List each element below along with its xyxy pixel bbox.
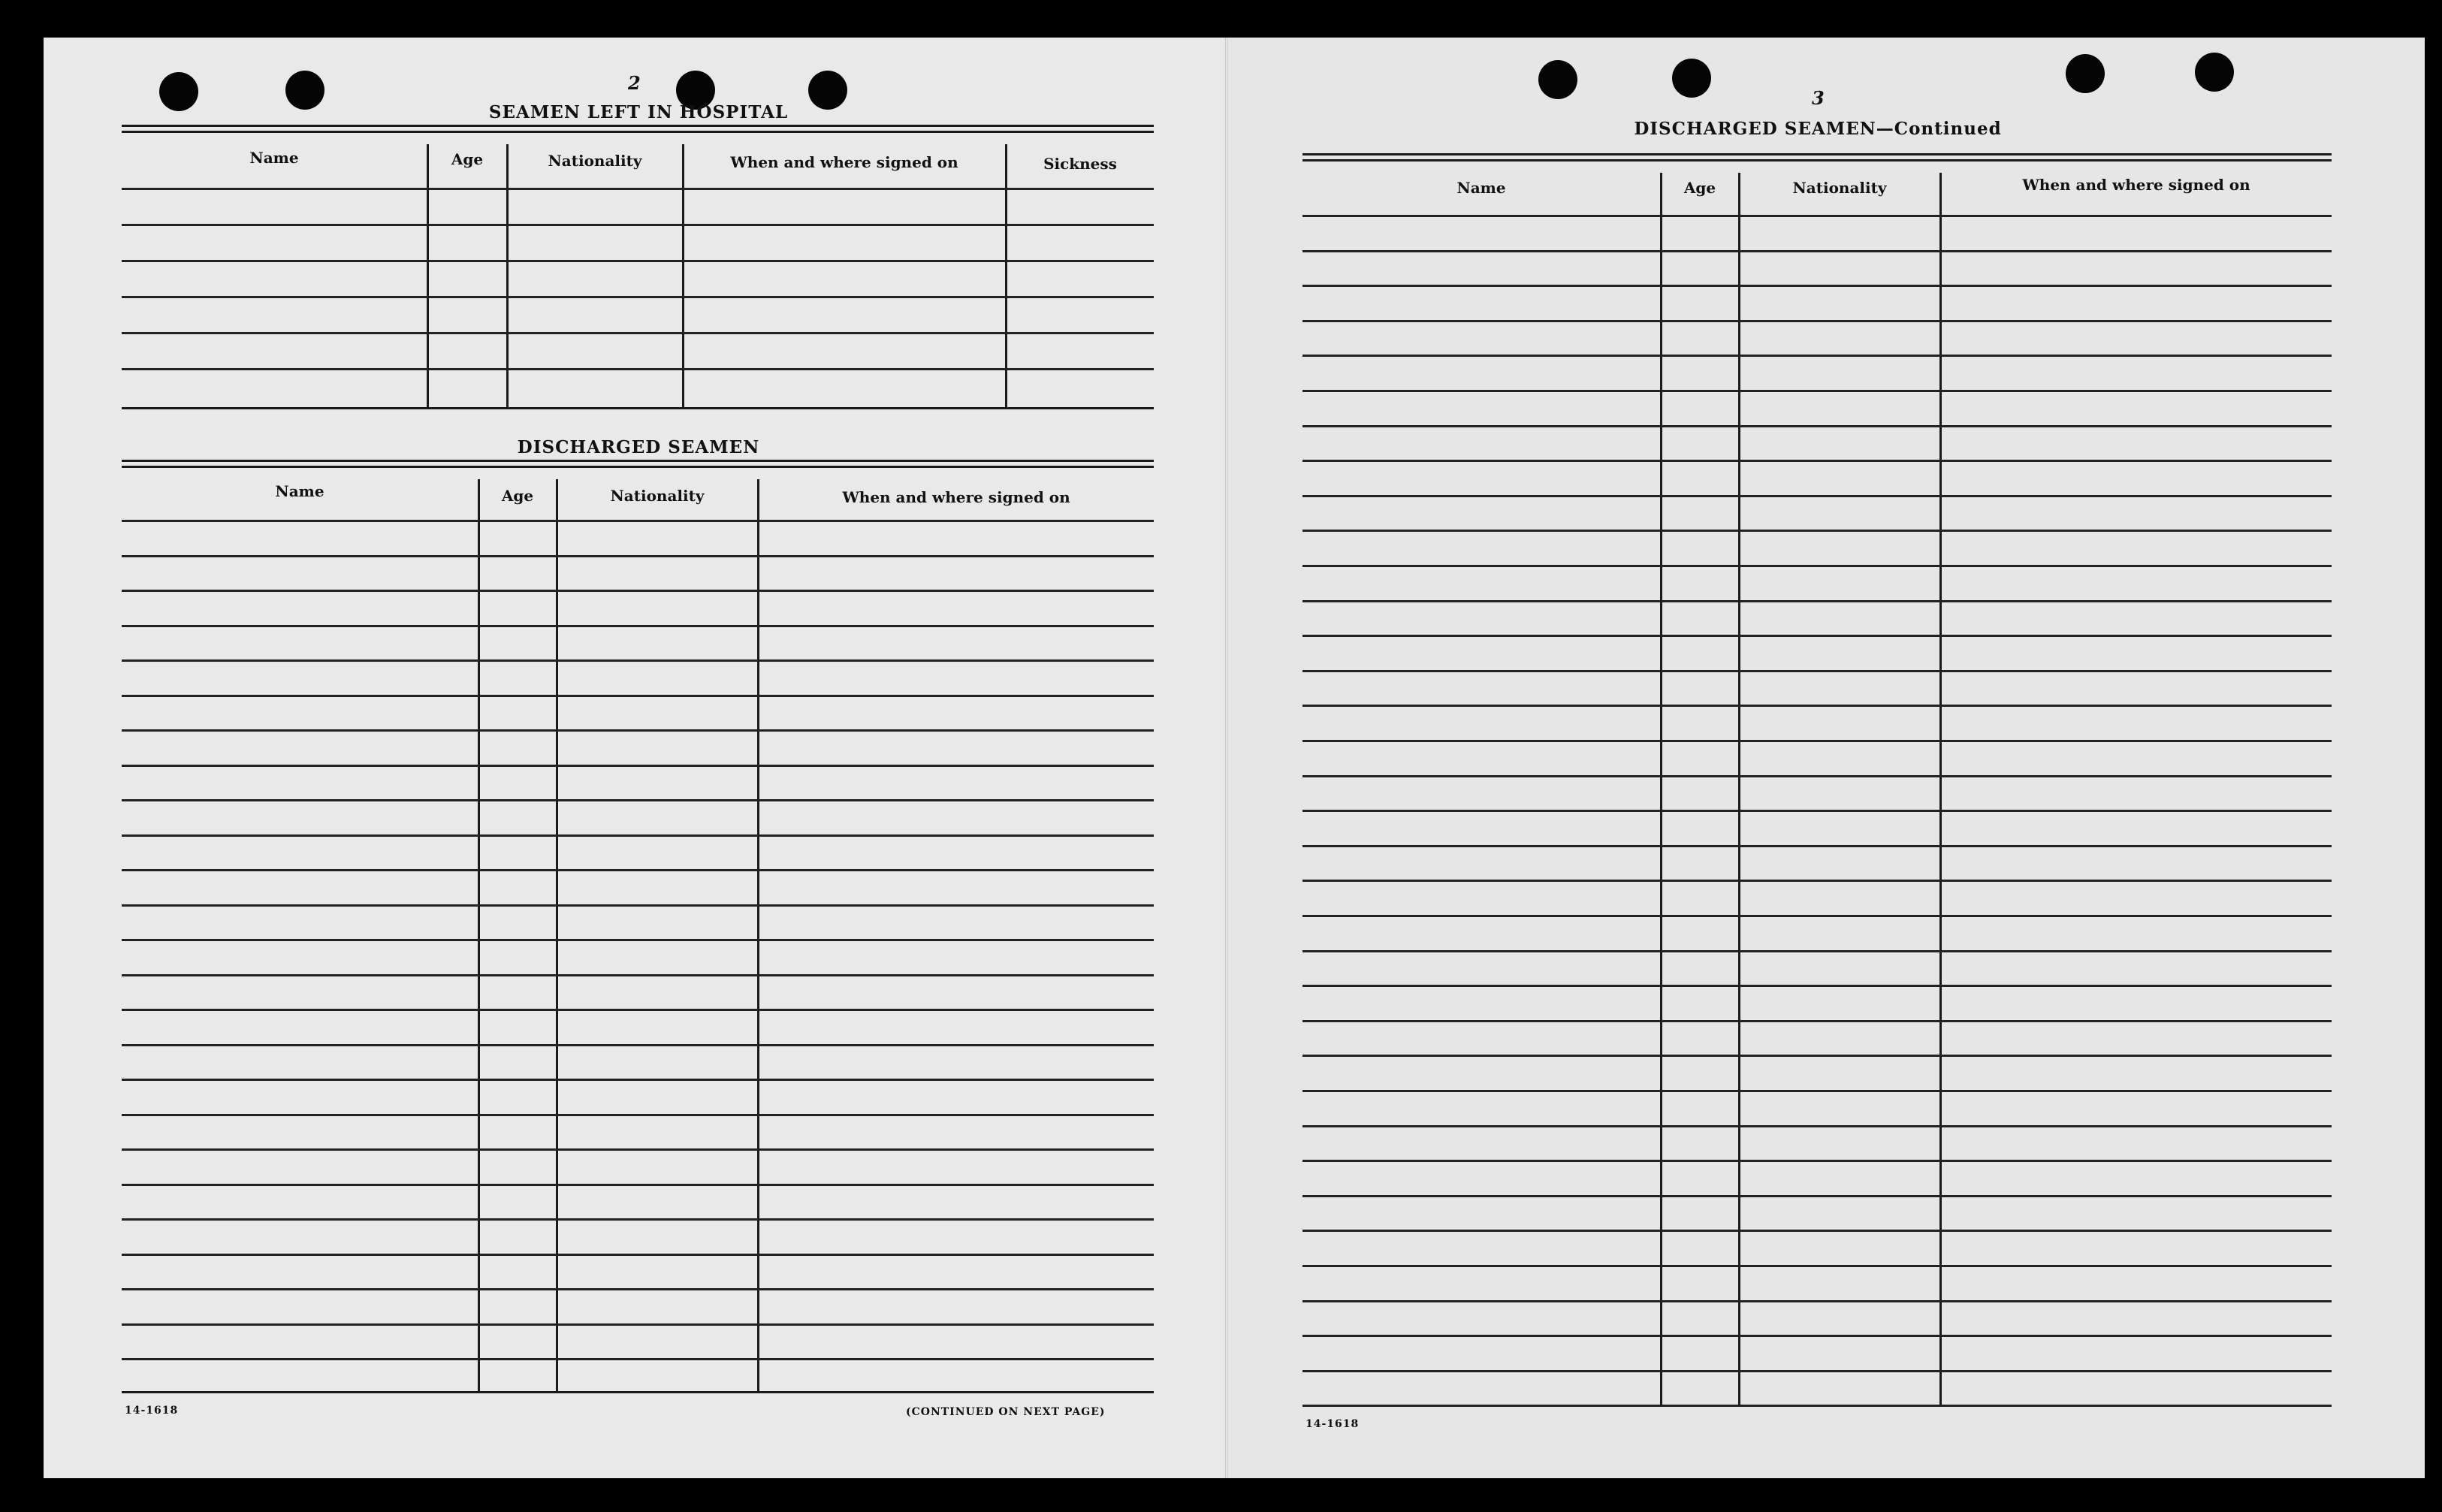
table-row-line: [1303, 635, 2332, 637]
table-row-line: [122, 296, 1154, 298]
table-row-line: [122, 188, 1154, 190]
form-number: 14-1618: [125, 1405, 179, 1417]
table-row-line: [122, 974, 1154, 976]
table-row-line: [122, 904, 1154, 907]
table-row-line: [1303, 1090, 2332, 1092]
table-row-line: [1303, 810, 2332, 812]
table-row-line: [122, 555, 1154, 557]
table-row-line: [122, 799, 1154, 801]
table-row-line: [122, 1254, 1154, 1256]
page-number: 3: [1812, 87, 1825, 109]
table-row-line: [1303, 390, 2332, 392]
table-row-line: [1303, 1370, 2332, 1372]
table-row-line: [1303, 1125, 2332, 1127]
table-row-line: [1303, 285, 2332, 287]
table-row-line: [122, 332, 1154, 334]
table-row-line: [122, 1044, 1154, 1046]
table-row-line: [1303, 460, 2332, 462]
table-row-line: [1303, 1160, 2332, 1162]
table-row-line: [1303, 425, 2332, 427]
table-row-line: [122, 1358, 1154, 1360]
column-header-age: Age: [501, 487, 534, 505]
continued-section-title: DISCHARGED SEAMEN—Continued: [1634, 119, 2002, 139]
table-row-line: [1303, 1405, 2332, 1407]
table-row-line: [1303, 880, 2332, 882]
table-row-line: [122, 368, 1154, 370]
column-header-name: Name: [1456, 179, 1506, 197]
table-row-line: [122, 1148, 1154, 1151]
continued-note: (CONTINUED ON NEXT PAGE): [906, 1406, 1106, 1418]
table-row-line: [1303, 740, 2332, 742]
page-number: 2: [628, 72, 641, 94]
table-row-line: [1303, 985, 2332, 987]
column-header-signed-on: When and where signed on: [2022, 176, 2250, 194]
table-row-line: [1303, 1055, 2332, 1057]
discharged-section-title: DISCHARGED SEAMEN: [517, 437, 760, 457]
table-row-line: [1303, 1265, 2332, 1267]
table-row-line: [122, 590, 1154, 592]
column-header-signed-on: When and where signed on: [842, 488, 1070, 506]
table-row-line: [122, 224, 1154, 226]
hospital-section-title: SEAMEN LEFT IN HOSPITAL: [488, 102, 789, 122]
column-header-nationality: Nationality: [548, 152, 642, 170]
punch-hole: [159, 72, 198, 111]
column-header-sickness: Sickness: [1043, 155, 1117, 173]
form-number: 14-1618: [1306, 1418, 1360, 1430]
column-header-name: Name: [275, 482, 324, 500]
table-row-line: [1303, 915, 2332, 917]
table-row-line: [1303, 670, 2332, 672]
table-row-line: [122, 659, 1154, 662]
continued-discharged-table: [1303, 153, 2332, 1408]
table-row-line: [122, 729, 1154, 732]
table-row-line: [1303, 355, 2332, 357]
table-row-line: [1303, 950, 2332, 952]
table-row-line: [122, 765, 1154, 767]
table-row-line: [122, 695, 1154, 697]
discharged-table: [122, 460, 1154, 1400]
punch-hole: [1672, 59, 1711, 98]
table-row-line: [1303, 320, 2332, 322]
punch-hole: [2066, 54, 2105, 93]
column-header-name: Name: [249, 149, 299, 167]
table-row-line: [1303, 215, 2332, 217]
table-row-line: [122, 1009, 1154, 1011]
table-row-line: [122, 939, 1154, 941]
table-row-line: [1303, 1335, 2332, 1337]
table-row-line: [122, 869, 1154, 871]
table-row-line: [1303, 530, 2332, 532]
table-row-line: [122, 1079, 1154, 1081]
table-row-line: [1303, 250, 2332, 252]
table-row-line: [1303, 1195, 2332, 1197]
column-header-signed-on: When and where signed on: [730, 153, 958, 171]
table-row-line: [1303, 495, 2332, 497]
column-header-age: Age: [451, 150, 484, 168]
table-row-line: [122, 834, 1154, 837]
table-row-line: [1303, 600, 2332, 602]
table-row-line: [1303, 1020, 2332, 1022]
table-row-line: [1303, 705, 2332, 707]
table-row-line: [1303, 1230, 2332, 1232]
column-header-age: Age: [1683, 179, 1716, 197]
table-row-line: [122, 1184, 1154, 1186]
table-row-line: [122, 1288, 1154, 1290]
table-row-line: [122, 260, 1154, 262]
table-row-line: [122, 625, 1154, 627]
page-fold: [1225, 38, 1228, 1478]
table-row-line: [1303, 845, 2332, 847]
table-row-line: [1303, 565, 2332, 567]
column-header-nationality: Nationality: [610, 487, 705, 505]
table-row-line: [122, 1218, 1154, 1221]
column-header-nationality: Nationality: [1792, 179, 1887, 197]
hospital-table: [122, 125, 1154, 418]
table-row-line: [122, 520, 1154, 522]
table-row-line: [122, 1114, 1154, 1116]
table-row-line: [1303, 775, 2332, 777]
punch-hole: [2195, 53, 2234, 92]
punch-hole: [285, 71, 324, 110]
table-row-line: [122, 1323, 1154, 1326]
table-row-line: [1303, 1300, 2332, 1302]
punch-hole: [1538, 60, 1577, 99]
